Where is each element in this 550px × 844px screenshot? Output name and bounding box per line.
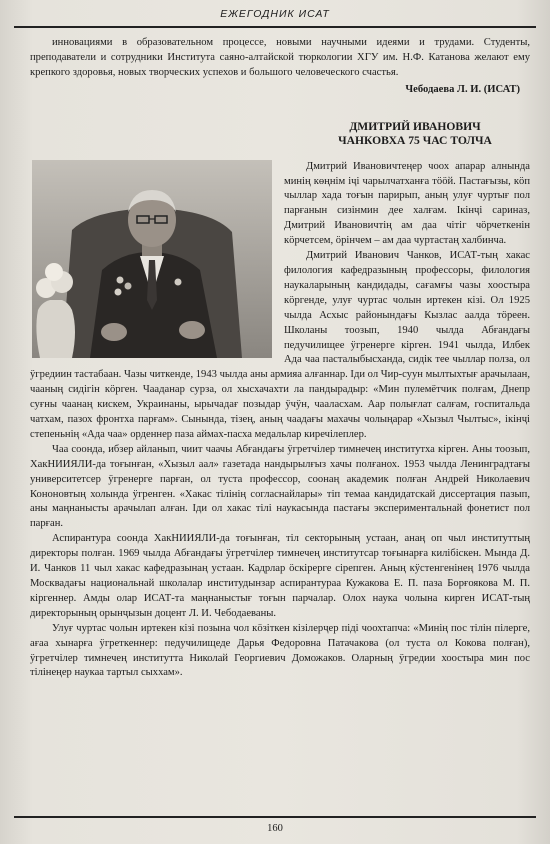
page-number: 160 [267,823,283,834]
portrait-photo [32,160,272,358]
article-title-line1: ДМИТРИЙ ИВАНОВИЧ [349,119,481,133]
page-body [30,36,530,681]
header-rule [14,26,536,28]
portrait-illustration [32,160,272,358]
article-paragraph: Дмитрий Ивановичтеңер чоох апарар алнында минің көңнім іҷі чарылчатханға тӧӧй. Пастағызы, кӧп чыллар хада тоғын парирып, аның улуғ чуртығ пол парғанын сизінмин дее халғам. Ікінҷі сариназ, Дмитрий Ивановичтің ам даа чітіг чӧрчеткенін кӧрчетсем, ӧрінчем – ам даа чуртастаң халбинча. [284,160,530,247]
article-paragraph: Улуғ чуртас чолын иртекен кізі позына чол кӧзіткен кізілерҷер піді чоохтапча: «Минің пос тілін пілерге, ағаа хынарға ӱгреткеннер: педучилищеде Дарья Федоровна Патачакова (ол туста ол Кокова полған), ӱгретчілер тимнечең институтта Николай Георгиевич Доможаков. Оларның ӱгредии хоостыра мин пос тілінеңер наукаа тартыл сыххам». [30,622,530,679]
intro-paragraph: инновациями в образовательном процессе, новыми научными идеями и трудами. Студенты, преподаватели и сотрудники Института саяно-алтайской тюркологии ХГУ им. Н.Ф. Катанова желают ему крепкого здоровья, новых творческих успехов и большого человеческого счастья. [30,37,530,78]
article-paragraph: Чаа соонда, ибзер айланып, чиит чаачы Абғандағы ӱгретчілер тимнечең институтха кірген. Аны тоозып, ХакНИИЯЛИ-да тоғынған, «Хызыл аал» газетада нандырылғыз хачы полғанох. 1953 чылда Ленинградтағы университетсер ӱгренерге парған, ол туста профессор, соонаң академик полған Андрей Николаевич Кононовтың холында ӱгренген. «Хакас тілінің согласнайлары» тіп темаа кандидатскай диссертация пазып, аны маңнанысты арачылап алған. Іди ол хакас тілі наукасында пастағы экспериментальнай фонетист пол парған. [30,443,530,530]
signature: Чебодаева Л. И. (ИСАТ) [405,83,520,95]
running-header: ЕЖЕГОДНИК ИСАТ [220,8,330,20]
article-paragraph: Дмитрий Иванович Чанков, ИСАТ-тың хакас филология кафедразының профессоры, филология наукаларының кандидады, сағамғы чазы хоостыра кӧргенде, улуғ чуртас чолын иртекен кізі. Ол 1925 чылда Асхыс районындағы Кызлас аалда тӧреен. Школаны тоозып, 1940 чылда Абғандағы педучилищее ӱгренерге кірген. 1941 чылда, Илбек Ада чаа пасталыбысханда, сидік тее чыллар полза, ол ӱгредиин тастабаан. Чазы читкенде, 1943 чылда аны армияа алғаннар. Іди ол Чир-суун мылтыхтығ арачылаан, чааның сидігін кӧрген. Чааданар сурза, ол хысхачахти ла пандырадыр: «Мин пулемётчик полғам, Днепр суғны чаанаң кискем, Украинаны, ырычадағ позыдар ӱчӱн, чааласхам. Аар полығлат салғам, госпитальда чатхам, пазох фронтха парғам». Сынында, тізең, аның чаадағы махачы чолыңарар «Хызыл Чылтыс», ікінҷі степеньнің «Ада чаа» орденнер паза аймах-пасха медальлар киречілеплер. [30,250,530,440]
footer-rule [14,816,536,818]
article-title [300,120,530,148]
article-title-line2: ЧАНКОВХА 75 ЧАС ТОЛЧА [338,133,492,147]
article-paragraph: Аспирантура соонда ХакНИИЯЛИ-да тоғынған, тіл секторының устаан, анаң оп чыл институттың директоры полған. 1969 чылда Абғандағы ӱгретчілер тимнечең институтсар тоғынарға килібіскен. Мында Д. И. Чанков 11 чыл хакас кафедразынаң устаан. Кадрлар ӧскірерге сірепген. Аның кӱстенгенінең 1976 чылда Москвадағы национальнай школалар институдынзар аспирантураа Кужакова Е. П. паза Борғоякова М. П. кіргеннер. Амды олар ИСАТ-та маңнаныстығ тоғын парчалар. Олох наука чолына кирген ИСАТ-тың директорының орынҷызын доцент Л. И. Чебодаеваны. [30,533,530,619]
